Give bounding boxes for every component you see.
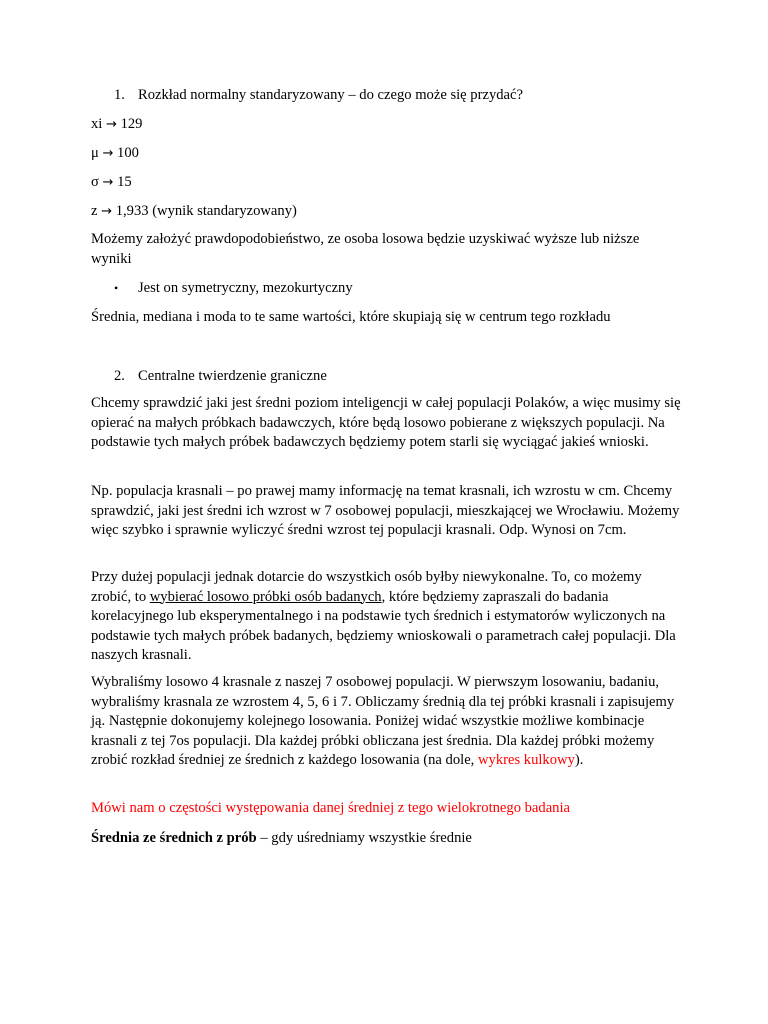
section-heading-2: Centralne twierdzenie graniczne xyxy=(138,368,327,384)
paragraph-intelligence: Chcemy sprawdzić jaki jest średni poziom inteligencji w całej populacji Polaków, a więc musimy się opierać na małych próbkach badawczych, które będą losowo pobierane z większych populacji. Na podstawie tych małych próbek badawczych będziemy potem starli się wyciągać jakieś wnioski. xyxy=(91,395,681,451)
section-heading-1: Rozkład normalny standaryzowany – do czego może się przydać? xyxy=(138,87,523,103)
formula-line-xi: xi → 129 xyxy=(91,116,143,132)
highlighted-term: wykres kulkowy xyxy=(477,752,575,769)
arrow-right-icon: → xyxy=(102,146,114,161)
paragraph-gnomes-example: Np. populacja krasnali – po prawej mamy informację na temat krasnali, ich wzrostu w cm. Chcemy sprawdzić, jaki jest średni ich wzrost w 7 osobowej populacji, mieszkającej we Wrocławiu. Możemy więc szybko i sprawnie wyliczyć średni wzrost tej populacji krasnali. Odp. Wynosi on 7cm. xyxy=(91,483,680,539)
bullet-item-symmetric: Jest on symetryczny, mezokurtyczny xyxy=(138,280,353,296)
paragraph-probability: Możemy założyć prawdopodobieństwo, ze osoba losowa będzie uzyskiwać wyższe lub niższe wyniki xyxy=(91,231,640,267)
list-number-1: 1. xyxy=(114,87,125,103)
formula-line-sigma: σ → 15 xyxy=(91,174,132,190)
formula-line-z: z → 1,933 (wynik standaryzowany) xyxy=(91,203,297,219)
bullet-icon: • xyxy=(114,281,119,295)
arrow-right-icon: → xyxy=(101,204,113,219)
formula-line-mu: μ → 100 xyxy=(91,145,139,161)
arrow-right-icon: → xyxy=(106,117,117,132)
arrow-right-icon: → xyxy=(102,175,114,190)
list-number-2: 2. xyxy=(114,368,125,384)
definition-line: Średnia ze średnich z prób – gdy uśredniamy wszystkie średnie xyxy=(91,830,472,846)
definition-term: Średnia ze średnich z prób xyxy=(91,830,257,846)
paragraph-sampling: Wybraliśmy losowo 4 krasnale z naszej 7 osobowej populacji. W pierwszym losowaniu, badaniu, wybraliśmy krasnala ze wzrostem 4, 5, 6 i 7. Obliczamy średnią dla tej próbki krasnali i zapisujemy ją. Następnie dokonujemy kolejnego losowania. Poniżej widać wszystkie możliwe kombinacje krasnali z tej 7os populacji. Dla każdej próbki obliczana jest średnia. Dla każdej próbki możemy zrobić rozkład średniej ze średnich z każdego losowania (na dole, wykres kulkowy). xyxy=(91,674,675,769)
paragraph-large-population: Przy dużej populacji jednak dotarcie do wszystkich osób byłby niewykonalne. To, co możemy zrobić, to wybierać losowo próbki osób badanych, które będziemy zapraszali do badania korelacyjnego lub eksperymentalnego i na podstawie tych średnich i estymatorów wyliczonych na podstawie tych małych próbek badanych, będziemy wnioskowali o parametrach całej populacji. Dla naszych krasnali. xyxy=(91,569,676,664)
highlighted-sentence: Mówi nam o częstości występowania danej średniej z tego wielokrotnego badania xyxy=(91,800,571,816)
underlined-phrase: wybierać losowo próbki osób badanych xyxy=(149,588,382,605)
paragraph-mean-median-mode: Średnia, mediana i moda to te same wartości, które skupiają się w centrum tego rozkładu xyxy=(91,309,611,325)
